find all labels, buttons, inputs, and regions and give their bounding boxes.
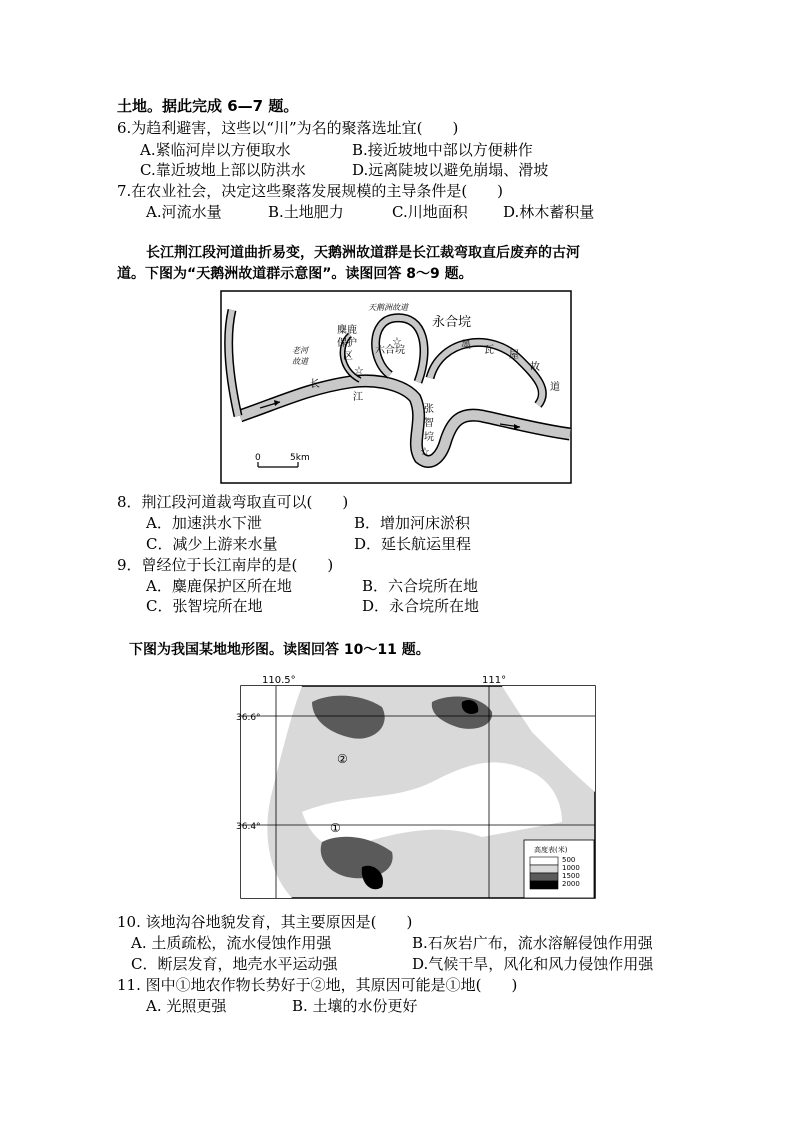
intro-6-7: 土地。据此完成 6—7 题。 bbox=[117, 97, 299, 115]
legend-label-1000: 1000 bbox=[562, 864, 580, 872]
q7-option-b: B.土地肥力 bbox=[268, 203, 344, 221]
star-zhangzhi: ☆ bbox=[420, 445, 430, 458]
q11-stem: 11. 图中①地农作物长势好于②地，其原因可能是①地( ) bbox=[117, 976, 518, 994]
topographic-map bbox=[232, 672, 602, 902]
q6-option-b: B.接近坡地中部以方便耕作 bbox=[352, 141, 533, 159]
label-yuan: 垸 bbox=[424, 432, 434, 443]
q9-option-a: A．麋鹿保护区所在地 bbox=[146, 577, 292, 595]
q9-option-b: B．六合垸所在地 bbox=[362, 577, 479, 595]
q10-option-b: B.石灰岩广布，流水溶解侵蚀作用强 bbox=[412, 934, 653, 952]
label-zhang: 张 bbox=[424, 404, 434, 415]
q8-stem: 8．荆江段河道裁弯取直可以( ) bbox=[117, 493, 349, 511]
legend-label-500: 500 bbox=[562, 856, 576, 864]
intro-8-9-line1: 长江荆江段河道曲折易变，天鹅洲故道群是长江裁弯取直后废弃的古河 bbox=[146, 245, 580, 261]
q9-option-d: D．永合垸所在地 bbox=[362, 597, 480, 615]
star-milu: ☆ bbox=[354, 364, 364, 377]
label-wa: 瓦 bbox=[484, 345, 494, 356]
legend-swatch-1500 bbox=[530, 873, 558, 881]
legend-title: 高度表(米) bbox=[534, 846, 568, 854]
q6-option-c: C.靠近坡地上部以防洪水 bbox=[140, 161, 306, 179]
q9-option-c: C．张智垸所在地 bbox=[146, 597, 263, 615]
label-lon-110-5: 110.5° bbox=[262, 675, 296, 686]
label-liuhe: 六合垸 bbox=[375, 345, 405, 356]
point-2: ② bbox=[337, 752, 348, 766]
legend-swatch-2000 bbox=[530, 881, 558, 889]
q8-option-d: D．延长航运里程 bbox=[354, 535, 472, 553]
label-milu2: 保护 bbox=[337, 338, 357, 349]
scale-label-0: 0 bbox=[255, 453, 261, 463]
label-tianezhou: 天鹅洲故道 bbox=[368, 303, 408, 312]
q10-option-d: D.气候干旱，风化和风力侵蚀作用强 bbox=[412, 955, 654, 973]
label-gu: 故 bbox=[530, 362, 540, 373]
q6-option-a: A.紧临河岸以方便取水 bbox=[140, 141, 291, 159]
label-lon-111: 111° bbox=[482, 675, 507, 686]
q11-option-a: A. 光照更强 bbox=[146, 997, 227, 1015]
label-chang: 长 bbox=[310, 379, 320, 390]
q6-stem: 6.为趋利避害，这些以“川”为名的聚落选址宜( ) bbox=[117, 119, 459, 137]
legend-swatch-500 bbox=[530, 857, 558, 865]
label-lat-36-4: 36.4° bbox=[236, 822, 261, 832]
q7-stem: 7.在农业社会，决定这些聚落发展规模的主导条件是( ) bbox=[117, 182, 504, 200]
q9-stem: 9．曾经位于长江南岸的是( ) bbox=[117, 556, 334, 574]
label-zhi: 智 bbox=[424, 418, 434, 429]
label-wu: 屋 bbox=[509, 350, 519, 361]
q8-option-a: A．加速洪水下泄 bbox=[146, 514, 262, 532]
label-mo: 墨 bbox=[461, 340, 471, 351]
legend-swatch-1000 bbox=[530, 865, 558, 873]
label-milu1: 麋鹿 bbox=[337, 325, 357, 336]
intro-10-11: 下图为我国某地地形图。读图回答 10～11 题。 bbox=[129, 642, 430, 658]
q11-option-b: B. 土壤的水份更好 bbox=[292, 997, 418, 1015]
q10-option-c: C．断层发育，地壳水平运动强 bbox=[131, 955, 338, 973]
legend-label-1500: 1500 bbox=[562, 872, 580, 880]
star-liuhe: ☆ bbox=[392, 335, 402, 348]
tianezhou-map bbox=[220, 290, 572, 484]
q7-option-d: D.林木蓄积量 bbox=[503, 203, 595, 221]
label-milu3: 区 bbox=[343, 351, 353, 362]
q6-option-d: D.远离陡坡以避免崩塌、滑坡 bbox=[352, 161, 549, 179]
label-yonghe: 永合垸 bbox=[432, 315, 472, 330]
label-jiang: 江 bbox=[353, 392, 363, 403]
intro-8-9-line2: 道。下图为“天鹅洲故道群示意图”。读图回答 8～9 题。 bbox=[117, 266, 473, 282]
label-laohe1: 老河 bbox=[292, 346, 308, 355]
label-dao: 道 bbox=[550, 382, 560, 393]
q10-option-a: A. 土质疏松，流水侵蚀作用强 bbox=[131, 934, 332, 952]
q8-option-b: B．增加河床淤积 bbox=[354, 514, 471, 532]
scale-label-5: 5km bbox=[290, 453, 310, 463]
label-laohe2: 故道 bbox=[292, 357, 308, 366]
point-1: ① bbox=[330, 821, 341, 835]
legend-label-2000: 2000 bbox=[562, 880, 580, 888]
q7-option-a: A.河流水量 bbox=[146, 203, 222, 221]
label-lat-36-6: 36.6° bbox=[236, 713, 261, 723]
q8-option-c: C．减少上游来水量 bbox=[146, 535, 278, 553]
q7-option-c: C.川地面积 bbox=[392, 203, 468, 221]
q10-stem: 10. 该地沟谷地貌发育，其主要原因是( ) bbox=[117, 913, 413, 931]
